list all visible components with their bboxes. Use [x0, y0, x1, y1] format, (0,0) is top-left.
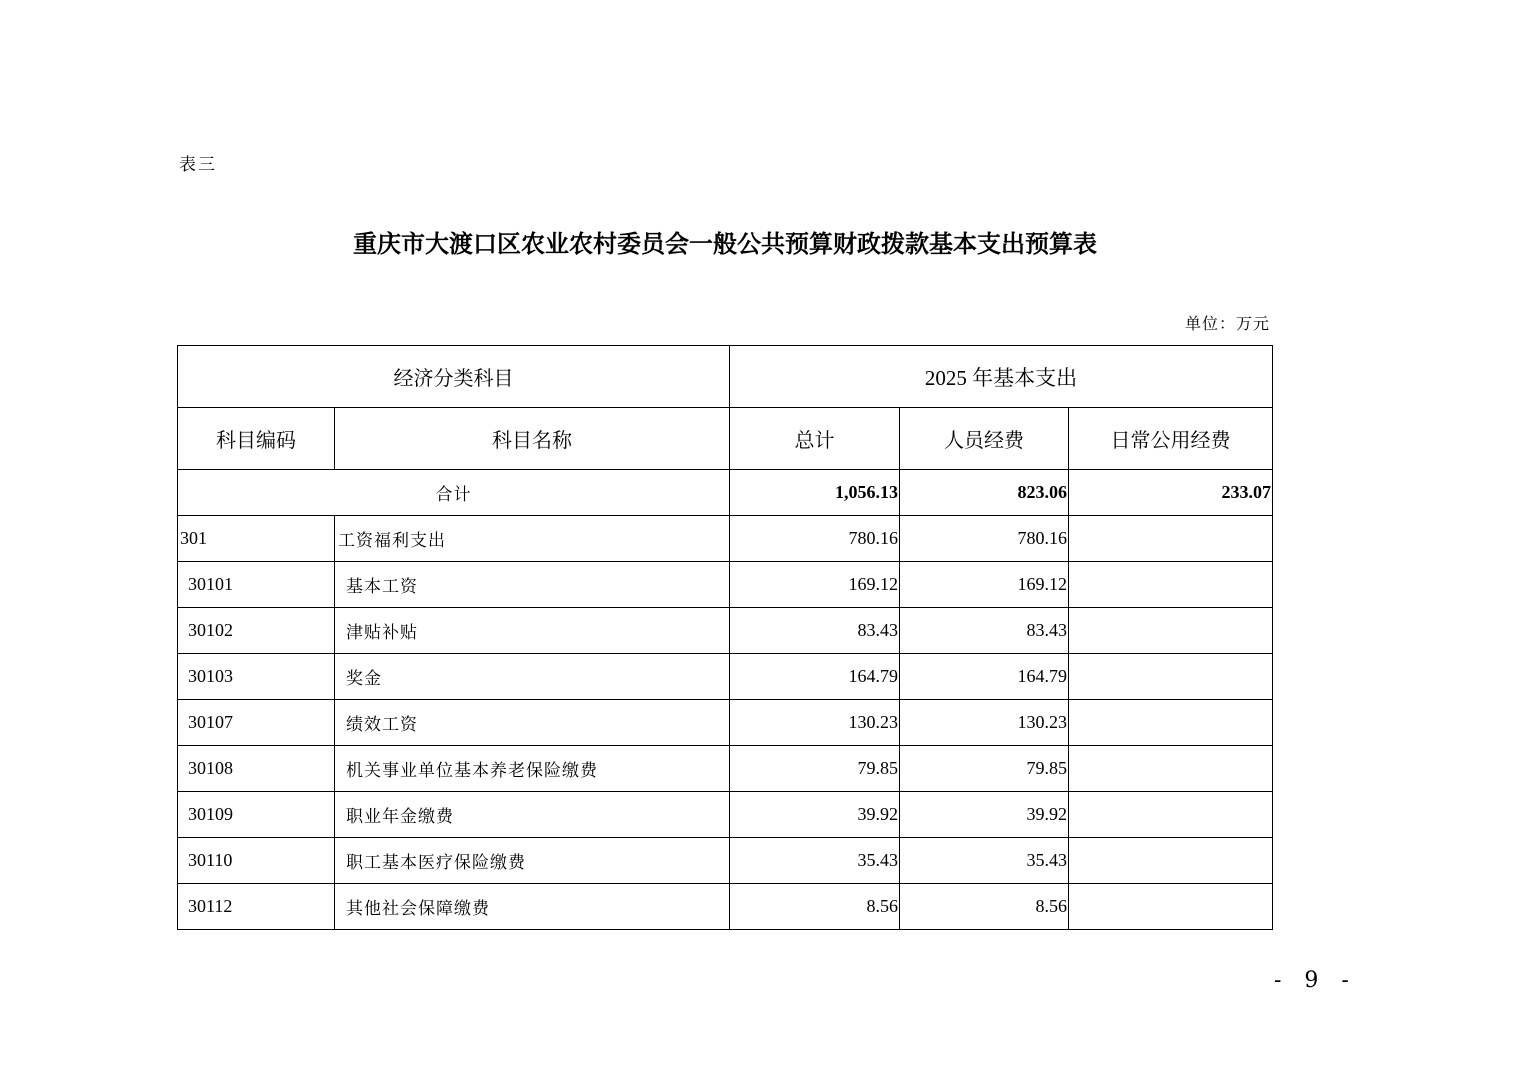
row-personnel: 35.43	[900, 838, 1069, 884]
row-total: 35.43	[730, 838, 900, 884]
row-personnel: 79.85	[900, 746, 1069, 792]
total-personnel: 823.06	[900, 470, 1069, 516]
total-row	[178, 470, 1273, 516]
row-code: 30110	[178, 838, 335, 884]
row-total: 130.23	[730, 700, 900, 746]
row-total: 39.92	[730, 792, 900, 838]
table-label: 表三	[179, 155, 217, 175]
row-personnel: 83.43	[900, 608, 1069, 654]
table-row	[178, 608, 1273, 654]
row-personnel: 8.56	[900, 884, 1069, 930]
row-code: 30109	[178, 792, 335, 838]
row-name: 职工基本医疗保险缴费	[335, 838, 730, 884]
row-name: 职业年金缴费	[335, 792, 730, 838]
header-code: 科目编码	[178, 408, 335, 470]
row-personnel: 780.16	[900, 516, 1069, 562]
row-name: 基本工资	[335, 562, 730, 608]
table-row	[178, 516, 1273, 562]
row-personnel: 130.23	[900, 700, 1069, 746]
row-public	[1069, 516, 1273, 562]
table-row	[178, 884, 1273, 930]
total-total: 1,056.13	[730, 470, 900, 516]
row-total: 780.16	[730, 516, 900, 562]
row-public	[1069, 562, 1273, 608]
row-name: 机关事业单位基本养老保险缴费	[335, 746, 730, 792]
row-public	[1069, 792, 1273, 838]
row-personnel: 164.79	[900, 654, 1069, 700]
table-row	[178, 746, 1273, 792]
total-label: 合计	[178, 470, 730, 516]
header-economic-category: 经济分类科目	[178, 346, 730, 408]
row-code: 30112	[178, 884, 335, 930]
page-number: - 9 -	[1274, 968, 1357, 993]
table-row	[178, 792, 1273, 838]
budget-table	[177, 345, 1273, 930]
row-code: 30102	[178, 608, 335, 654]
row-code: 30103	[178, 654, 335, 700]
table-row	[178, 654, 1273, 700]
table-row	[178, 700, 1273, 746]
table-row	[178, 838, 1273, 884]
row-total: 83.43	[730, 608, 900, 654]
table-row	[178, 562, 1273, 608]
document-title: 重庆市大渡口区农业农村委员会一般公共预算财政拨款基本支出预算表	[353, 229, 1097, 258]
total-public: 233.07	[1069, 470, 1273, 516]
row-personnel: 169.12	[900, 562, 1069, 608]
row-total: 8.56	[730, 884, 900, 930]
row-total: 169.12	[730, 562, 900, 608]
header-year-expenditure: 2025 年基本支出	[730, 346, 1273, 408]
row-public	[1069, 608, 1273, 654]
header-row-top	[178, 346, 1273, 408]
row-total: 164.79	[730, 654, 900, 700]
row-name: 其他社会保障缴费	[335, 884, 730, 930]
row-total: 79.85	[730, 746, 900, 792]
row-code: 30101	[178, 562, 335, 608]
row-public	[1069, 838, 1273, 884]
row-name: 工资福利支出	[335, 516, 730, 562]
row-public	[1069, 654, 1273, 700]
header-name: 科目名称	[335, 408, 730, 470]
unit-label: 单位：万元	[1184, 314, 1270, 333]
row-name: 绩效工资	[335, 700, 730, 746]
header-total: 总计	[730, 408, 900, 470]
header-row-sub	[178, 408, 1273, 470]
row-public	[1069, 700, 1273, 746]
row-code: 30108	[178, 746, 335, 792]
row-name: 津贴补贴	[335, 608, 730, 654]
header-personnel: 人员经费	[900, 408, 1069, 470]
row-public	[1069, 746, 1273, 792]
row-name: 奖金	[335, 654, 730, 700]
row-code: 301	[178, 516, 335, 562]
row-personnel: 39.92	[900, 792, 1069, 838]
row-code: 30107	[178, 700, 335, 746]
row-public	[1069, 884, 1273, 930]
header-public: 日常公用经费	[1069, 408, 1273, 470]
